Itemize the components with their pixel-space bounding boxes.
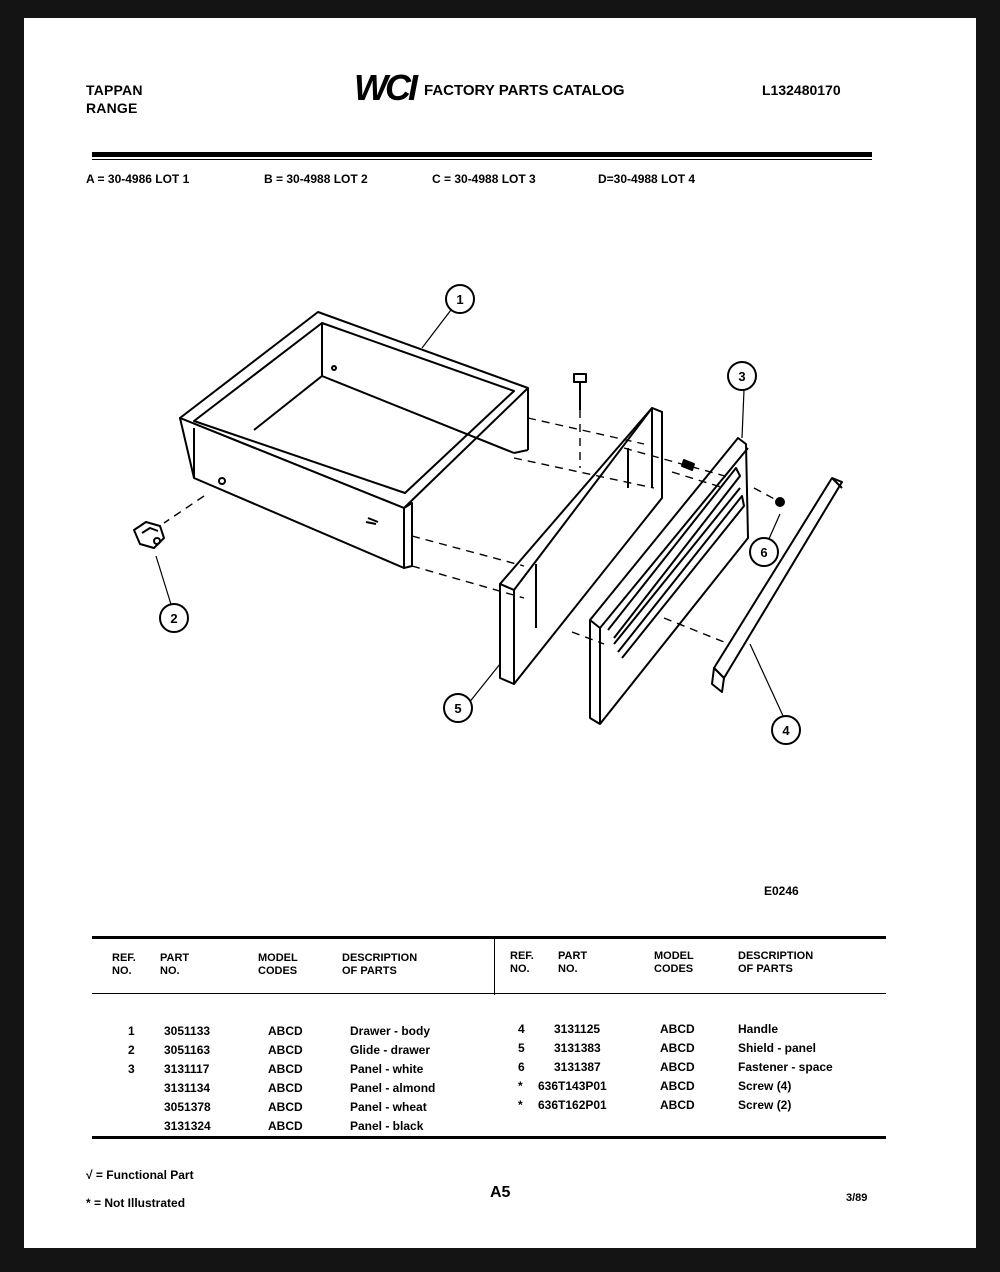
table-row: 1 (128, 1024, 135, 1038)
callout-4-label: 4 (782, 723, 790, 738)
callout-5 (444, 694, 472, 722)
callout-2-label: 2 (170, 611, 178, 626)
description-cell: Screw (2) (738, 1098, 792, 1112)
table-bottom-rule (92, 1136, 886, 1139)
part-cell: 3131134 (164, 1081, 211, 1095)
ref-cell: 2 (128, 1043, 135, 1057)
exploded-diagram (24, 18, 976, 918)
model-cell: ABCD (268, 1062, 303, 1076)
diagram-code: E0246 (764, 884, 799, 898)
product-type: RANGE (86, 100, 138, 116)
header-description: DESCRIPTION OF PARTS (342, 952, 418, 977)
model-cell: ABCD (660, 1041, 695, 1055)
description-cell: Screw (4) (738, 1079, 792, 1093)
header-ref: REF. NO. (112, 952, 136, 977)
callout-2 (160, 604, 188, 632)
header-part: PART NO. (160, 952, 190, 977)
drawer-body-drawing (180, 312, 528, 568)
ref-cell: 3 (128, 1062, 135, 1076)
model-cell: ABCD (660, 1060, 695, 1074)
catalog-title: FACTORY PARTS CATALOG (424, 82, 625, 99)
header-model: MODEL CODES (258, 952, 298, 977)
part-cell: 3131387 (554, 1060, 601, 1074)
callout-3-label: 3 (738, 369, 746, 384)
part-cell: 636T143P01 (538, 1079, 607, 1093)
description-cell: Panel - black (350, 1119, 424, 1133)
brand-name: TAPPAN (86, 82, 143, 98)
header-part-right: PART NO. (558, 950, 588, 975)
callout-1 (446, 285, 474, 313)
part-cell: 3051133 (164, 1024, 211, 1038)
model-cell: ABCD (268, 1024, 303, 1038)
description-cell: Panel - wheat (350, 1100, 427, 1114)
callout-6 (750, 538, 778, 566)
model-cell: ABCD (660, 1022, 695, 1036)
part-cell: 3051163 (164, 1043, 211, 1057)
page-date: 3/89 (846, 1192, 868, 1204)
model-cell: ABCD (268, 1100, 303, 1114)
ref-cell: 4 (518, 1022, 525, 1036)
part-cell: 636T162P01 (538, 1098, 607, 1112)
part-cell: 3131117 (164, 1062, 210, 1076)
catalog-id: L132480170 (762, 82, 841, 98)
header-ref-right: REF. NO. (510, 950, 534, 975)
description-cell: Glide - drawer (350, 1043, 431, 1057)
table-column-divider (494, 939, 495, 995)
description-cell: Fastener - space (738, 1060, 833, 1074)
header-model-right: MODEL CODES (654, 950, 694, 975)
ref-cell: * (518, 1098, 523, 1112)
table-header-rule (92, 993, 886, 994)
callout-4 (772, 716, 800, 744)
not-illustrated-note: * = Not Illustrated (86, 1196, 186, 1210)
description-cell: Shield - panel (738, 1041, 817, 1055)
description-cell: Panel - white (350, 1062, 424, 1076)
callout-5-label: 5 (454, 701, 462, 716)
part-cell: 3131125 (554, 1022, 601, 1036)
model-cell: ABCD (268, 1119, 303, 1133)
lot-c: C = 30-4988 LOT 3 (432, 172, 536, 186)
callout-6-label: 6 (760, 545, 768, 560)
model-cell: ABCD (268, 1081, 303, 1095)
ref-cell: 5 (518, 1041, 525, 1055)
description-cell: Handle (738, 1022, 779, 1036)
ref-cell: 6 (518, 1060, 525, 1074)
drawer-glide-drawing (134, 522, 164, 548)
lot-b: B = 30-4988 LOT 2 (264, 172, 368, 186)
part-cell: 3131383 (554, 1041, 601, 1055)
description-cell: Drawer - body (350, 1024, 431, 1038)
model-cell: ABCD (268, 1043, 303, 1057)
model-cell: ABCD (660, 1098, 695, 1112)
lot-a: A = 30-4986 LOT 1 (86, 172, 190, 186)
table-top-rule (92, 936, 886, 939)
ref-cell: * (518, 1079, 523, 1093)
callout-1-label: 1 (456, 292, 464, 307)
callout-3 (728, 362, 756, 390)
lot-d: D=30-4988 LOT 4 (598, 172, 696, 186)
wci-logo: WCI (354, 67, 415, 108)
header-description-right: DESCRIPTION OF PARTS (738, 950, 814, 975)
functional-part-note: √ = Functional Part (86, 1168, 194, 1182)
part-cell: 3051378 (164, 1100, 211, 1114)
page-code: A5 (490, 1184, 511, 1201)
description-cell: Panel - almond (350, 1081, 436, 1095)
catalog-page (24, 18, 976, 1248)
model-cell: ABCD (660, 1079, 695, 1093)
part-cell: 3131324 (164, 1119, 211, 1133)
